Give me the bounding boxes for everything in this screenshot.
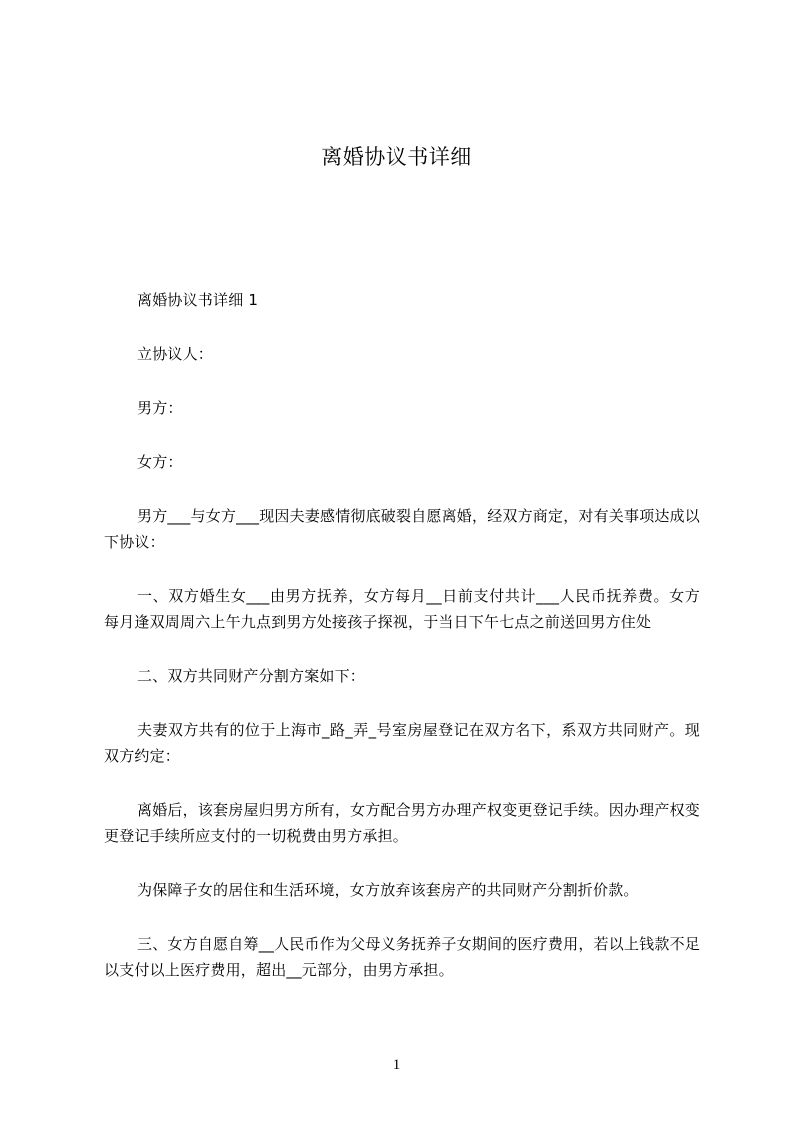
section-heading: 离婚协议书详细 1 — [137, 291, 259, 309]
clause-1-custody: 一、双方婚生女___由男方抚养，女方每月__日前支付共计___人民币抚养费。女方每月逢双周周六上午九点到男方处接孩子探视，于当日下午七点之前送回男方住处 — [104, 587, 700, 631]
waiver-paragraph: 为保障子女的居住和生活环境，女方放弃该套房产的共同财产分割折价款。 — [137, 881, 639, 899]
wife-label: 女方： — [137, 453, 183, 471]
clause-2-heading: 二、双方共同财产分割方案如下： — [137, 667, 366, 685]
document-title: 离婚协议书详细 — [321, 145, 472, 169]
page-number: 1 — [392, 1057, 401, 1073]
preamble-paragraph: 男方___与女方___现因夫妻感情彻底破裂自愿离婚，经双方商定，对有关事项达成以下协议： — [104, 507, 701, 551]
property-paragraph: 夫妻双方共有的位于上海市_路_弄_号室房屋登记在双方名下，系双方共同财产。现双方约定： — [104, 721, 700, 765]
house-ownership-paragraph: 离婚后，该套房屋归男方所有，女方配合男方办理产权变更登记手续。因办理产权变更登记手续所应支付的一切税费由男方承担。 — [104, 801, 700, 845]
clause-3-medical: 三、女方自愿自筹__人民币作为父母义务抚养子女期间的医疗费用，若以上钱款不足以支付以上医疗费用，超出__元部分，由男方承担。 — [104, 935, 700, 979]
parties-label: 立协议人： — [137, 345, 214, 363]
husband-label: 男方： — [137, 399, 183, 417]
